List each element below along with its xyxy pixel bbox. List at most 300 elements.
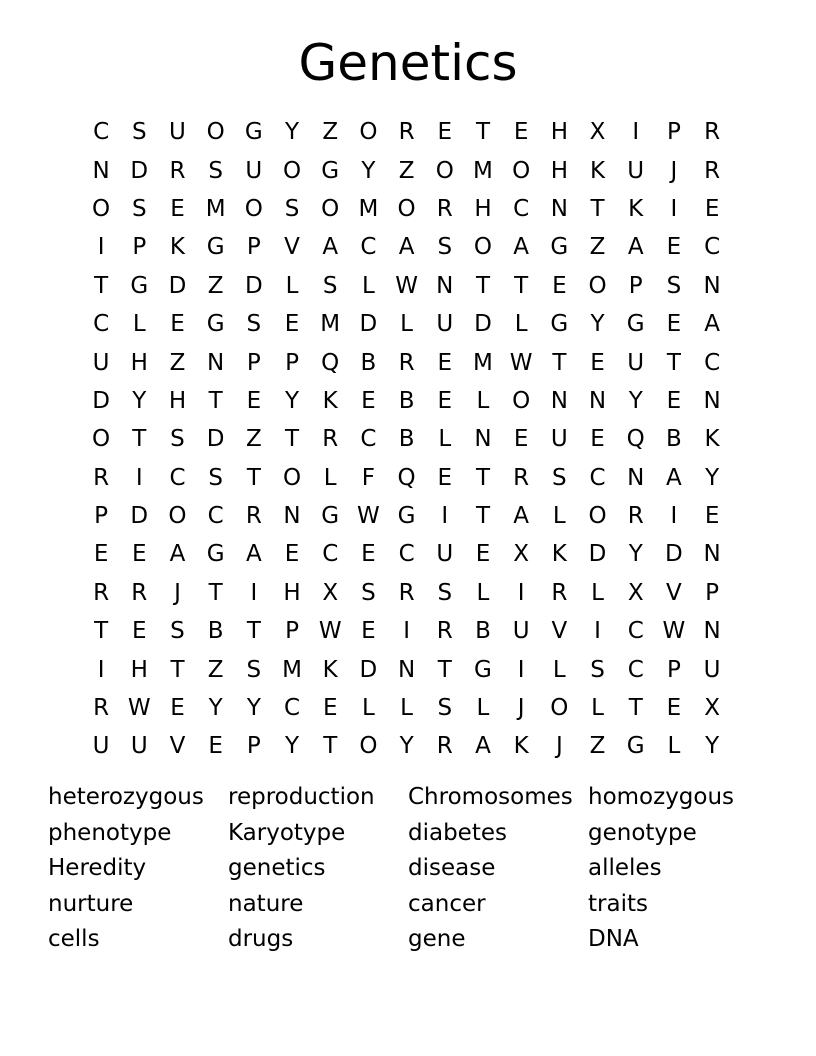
grid-cell[interactable]: Z (207, 272, 224, 299)
grid-cell[interactable]: V (551, 618, 568, 645)
grid-cell[interactable]: T (475, 119, 490, 146)
grid-cell[interactable]: E (513, 119, 529, 146)
grid-cell[interactable]: L (514, 311, 528, 338)
grid-cell[interactable]: Z (245, 426, 262, 453)
grid-cell[interactable]: K (513, 733, 529, 760)
grid-cell[interactable]: S (437, 695, 453, 722)
grid-cell[interactable]: P (246, 733, 261, 760)
grid-cell[interactable]: E (666, 234, 682, 261)
grid-cell[interactable]: O (321, 195, 340, 222)
grid-cell[interactable]: Z (169, 349, 186, 376)
grid-cell[interactable]: E (590, 426, 605, 453)
grid-cell[interactable]: Y (590, 311, 605, 338)
grid-cell[interactable]: X (704, 695, 720, 722)
grid-cell[interactable]: E (666, 311, 682, 338)
grid-cell[interactable]: T (590, 195, 605, 222)
grid-cell[interactable]: T (552, 349, 567, 376)
grid-cell[interactable]: K (628, 195, 644, 222)
grid-cell[interactable]: S (246, 656, 262, 683)
grid-cell[interactable]: Y (246, 695, 261, 722)
grid-cell[interactable]: E (437, 464, 453, 491)
grid-cell[interactable]: P (285, 349, 299, 376)
grid-cell[interactable]: O (473, 234, 493, 261)
grid-cell[interactable]: R (704, 119, 721, 146)
grid-cell[interactable]: R (93, 695, 110, 722)
grid-cell[interactable]: C (360, 234, 377, 261)
grid-cell[interactable]: L (591, 579, 604, 606)
grid-cell[interactable]: B (360, 349, 377, 376)
grid-cell[interactable]: S (208, 157, 223, 184)
grid-cell[interactable]: T (170, 656, 185, 683)
grid-cell[interactable]: A (513, 234, 530, 261)
grid-cell[interactable]: C (704, 234, 721, 261)
grid-cell[interactable]: R (551, 579, 568, 606)
grid-cell[interactable]: O (588, 272, 607, 299)
grid-cell[interactable]: O (397, 195, 416, 222)
grid-cell[interactable]: Z (398, 157, 415, 184)
grid-cell[interactable]: R (627, 503, 644, 530)
grid-cell[interactable]: O (206, 119, 225, 146)
grid-cell[interactable]: D (665, 541, 683, 568)
grid-cell[interactable]: T (132, 426, 147, 453)
grid-cell[interactable]: R (131, 579, 148, 606)
grid-cell[interactable]: Z (589, 234, 606, 261)
grid-cell[interactable]: I (97, 656, 105, 683)
grid-cell[interactable]: R (93, 579, 110, 606)
grid-cell[interactable]: K (589, 157, 606, 184)
grid-cell[interactable]: X (513, 541, 530, 568)
grid-cell[interactable]: S (246, 311, 262, 338)
grid-cell[interactable]: T (94, 272, 109, 299)
grid-cell[interactable]: W (395, 272, 418, 299)
grid-cell[interactable]: T (246, 618, 261, 645)
grid-cell[interactable]: A (475, 733, 491, 760)
grid-cell[interactable]: N (550, 387, 568, 414)
grid-cell[interactable]: Q (626, 426, 645, 453)
grid-cell[interactable]: T (323, 733, 338, 760)
grid-cell[interactable]: N (207, 349, 225, 376)
grid-cell[interactable]: W (127, 695, 151, 722)
grid-cell[interactable]: O (168, 503, 187, 530)
grid-row (82, 535, 731, 573)
grid-cell[interactable]: A (666, 464, 682, 491)
grid-cell[interactable]: C (169, 464, 186, 491)
grid-cell[interactable]: E (132, 541, 147, 568)
grid-cell[interactable]: L (591, 695, 604, 722)
grid-cell[interactable]: Y (705, 733, 720, 760)
grid-cell[interactable]: I (517, 579, 525, 606)
grid-cell[interactable]: G (474, 656, 492, 683)
grid-cell[interactable]: A (513, 503, 530, 530)
grid-cell[interactable]: C (398, 541, 415, 568)
grid-cell[interactable]: N (436, 272, 454, 299)
grid-cell[interactable]: J (174, 579, 181, 606)
grid-cell[interactable]: L (552, 503, 566, 530)
grid-cell[interactable]: O (359, 733, 378, 760)
grid-cell[interactable]: A (169, 541, 186, 568)
grid-cell[interactable]: O (588, 503, 607, 530)
grid-cell[interactable]: S (437, 579, 453, 606)
grid-cell[interactable]: C (627, 618, 644, 645)
grid-cell[interactable]: E (246, 387, 262, 414)
grid-cell[interactable]: U (512, 618, 530, 645)
grid-cell[interactable]: G (206, 311, 225, 338)
grid-cell[interactable]: I (441, 503, 449, 530)
grid-cell[interactable]: U (703, 656, 721, 683)
grid-cell[interactable]: I (403, 618, 410, 645)
grid-cell[interactable]: C (360, 426, 377, 453)
grid-cell[interactable]: N (474, 426, 492, 453)
grid-cell[interactable]: G (130, 272, 149, 299)
grid-cell[interactable]: D (168, 272, 187, 299)
grid-cell[interactable]: E (704, 503, 720, 530)
grid-cell[interactable]: E (361, 541, 376, 568)
grid-cell[interactable]: S (552, 464, 567, 491)
grid-cell[interactable]: L (361, 272, 375, 299)
grid-cell[interactable]: E (590, 349, 605, 376)
grid-cell[interactable]: D (92, 387, 110, 414)
grid-cell[interactable]: G (321, 157, 340, 184)
grid-cell[interactable]: B (666, 426, 682, 453)
grid-cell[interactable]: T (437, 656, 452, 683)
grid-cell[interactable]: S (361, 579, 376, 606)
grid-cell[interactable]: V (169, 733, 186, 760)
grid-cell[interactable]: L (667, 733, 681, 760)
grid-cell[interactable]: T (475, 272, 490, 299)
grid-cell[interactable]: N (703, 618, 721, 645)
grid-cell[interactable]: H (474, 195, 492, 222)
grid-cell[interactable]: X (627, 579, 644, 606)
grid-cell[interactable]: P (666, 119, 681, 146)
grid-row (82, 113, 731, 151)
grid-cell[interactable]: N (92, 157, 110, 184)
grid-cell[interactable]: P (94, 503, 109, 530)
word-list-item: genotype (588, 819, 697, 846)
grid-cell[interactable]: C (93, 311, 110, 338)
grid-cell[interactable]: N (703, 541, 721, 568)
grid-cell[interactable]: W (662, 618, 686, 645)
grid-cell[interactable]: U (436, 541, 454, 568)
grid-cell[interactable]: G (206, 234, 225, 261)
grid-cell[interactable]: U (550, 426, 568, 453)
grid-cell[interactable]: C (627, 656, 644, 683)
grid-cell[interactable]: I (250, 579, 258, 606)
grid-cell[interactable]: H (283, 579, 301, 606)
grid-cell[interactable]: H (168, 387, 187, 414)
grid-cell[interactable]: I (594, 618, 601, 645)
grid-cell[interactable]: Y (285, 119, 300, 146)
grid-cell[interactable]: D (130, 157, 149, 184)
grid-cell[interactable]: U (436, 311, 454, 338)
grid-cell[interactable]: O (92, 426, 111, 453)
grid-cell[interactable]: T (208, 579, 223, 606)
grid-cell[interactable]: C (207, 503, 224, 530)
grid-cell[interactable]: U (627, 349, 645, 376)
grid-cell[interactable]: B (207, 618, 224, 645)
grid-cell[interactable]: T (246, 464, 261, 491)
grid-cell[interactable]: D (130, 503, 149, 530)
grid-cell[interactable]: M (205, 195, 226, 222)
grid-cell[interactable]: L (323, 464, 337, 491)
grid-cell[interactable]: A (627, 234, 644, 261)
grid-cell[interactable]: L (476, 695, 490, 722)
grid-cell[interactable]: E (437, 349, 453, 376)
word-list-item: reproduction (228, 784, 375, 810)
grid-cell[interactable]: S (208, 464, 223, 491)
grid-cell[interactable]: D (359, 311, 378, 338)
grid-cell[interactable]: U (92, 733, 110, 760)
grid-cell[interactable]: E (361, 618, 376, 645)
grid-cell[interactable]: L (476, 579, 490, 606)
grid-cell[interactable]: N (627, 464, 645, 491)
grid-cell[interactable]: A (322, 234, 339, 261)
grid-cell[interactable]: C (284, 695, 301, 722)
grid-cell[interactable]: Y (285, 387, 300, 414)
grid-cell[interactable]: N (550, 195, 568, 222)
grid-cell[interactable]: D (359, 656, 378, 683)
grid-cell[interactable]: N (703, 387, 721, 414)
grid-cell[interactable]: R (436, 195, 453, 222)
grid-cell[interactable]: E (666, 695, 682, 722)
grid-cell[interactable]: E (284, 541, 300, 568)
grid-cell[interactable]: G (321, 503, 340, 530)
grid-row (82, 267, 731, 305)
grid-cell[interactable]: G (550, 311, 569, 338)
word-list-item: DNA (588, 926, 639, 952)
grid-cell[interactable]: E (208, 733, 223, 760)
grid-cell[interactable]: V (284, 234, 300, 261)
grid-cell[interactable]: O (244, 195, 263, 222)
grid-cell[interactable]: D (244, 272, 263, 299)
grid-cell[interactable]: Y (628, 387, 643, 414)
grid-cell[interactable]: C (704, 349, 721, 376)
grid-cell[interactable]: C (513, 195, 530, 222)
grid-cell[interactable]: Y (285, 733, 300, 760)
grid-cell[interactable]: Y (132, 387, 147, 414)
grid-cell[interactable]: E (170, 311, 185, 338)
grid-cell[interactable]: D (588, 541, 607, 568)
grid-cell[interactable]: E (361, 387, 376, 414)
grid-cell[interactable]: C (322, 541, 339, 568)
grid-cell[interactable]: K (704, 426, 720, 453)
grid-cell[interactable]: N (283, 503, 301, 530)
grid-cell[interactable]: I (670, 195, 678, 222)
grid-cell[interactable]: Y (705, 464, 720, 491)
grid-cell[interactable]: E (513, 426, 529, 453)
grid-cell[interactable]: Q (321, 349, 340, 376)
grid-cell[interactable]: E (132, 618, 147, 645)
grid-cell[interactable]: D (206, 426, 225, 453)
grid-cell[interactable]: O (359, 119, 378, 146)
grid-row (82, 151, 731, 189)
grid-cell[interactable]: L (361, 695, 375, 722)
grid-cell[interactable]: W (509, 349, 533, 376)
grid-cell[interactable]: E (437, 387, 453, 414)
grid-cell[interactable]: T (208, 387, 223, 414)
grid-cell[interactable]: R (169, 157, 186, 184)
grid-cell[interactable]: T (285, 426, 300, 453)
grid-cell[interactable]: I (517, 656, 525, 683)
grid-cell[interactable]: S (666, 272, 682, 299)
grid-cell[interactable]: V (666, 579, 682, 606)
grid-cell[interactable]: R (398, 349, 415, 376)
grid-cell[interactable]: J (555, 733, 563, 760)
grid-cell[interactable]: C (589, 464, 606, 491)
grid-cell[interactable]: T (475, 503, 490, 530)
grid-cell[interactable]: R (245, 503, 262, 530)
grid-cell[interactable]: H (130, 656, 148, 683)
grid-cell[interactable]: K (551, 541, 567, 568)
grid-cell[interactable]: O (282, 464, 302, 491)
grid-cell[interactable]: O (435, 157, 454, 184)
grid-cell[interactable]: N (703, 272, 721, 299)
grid-cell[interactable]: Y (399, 733, 414, 760)
grid-cell[interactable]: D (474, 311, 492, 338)
word-list-item: Chromosomes (408, 784, 573, 810)
grid-cell[interactable]: U (130, 733, 148, 760)
grid-cell[interactable]: N (397, 656, 416, 683)
grid-cell[interactable]: E (475, 541, 491, 568)
grid-cell[interactable]: E (552, 272, 567, 299)
grid-cell[interactable]: G (206, 541, 225, 568)
grid-cell[interactable]: B (475, 618, 491, 645)
grid-cell[interactable]: K (322, 656, 338, 683)
grid-cell[interactable]: P (705, 579, 720, 606)
page-title: Genetics (298, 34, 518, 92)
grid-cell[interactable]: S (131, 119, 147, 146)
grid-cell[interactable]: A (245, 541, 262, 568)
grid-cell[interactable]: M (358, 195, 379, 222)
grid-cell[interactable]: Y (208, 695, 223, 722)
grid-cell[interactable]: R (93, 464, 110, 491)
grid-cell[interactable]: S (284, 195, 300, 222)
grid-cell[interactable]: P (246, 234, 261, 261)
grid-cell[interactable]: E (704, 195, 720, 222)
grid-cell[interactable]: P (246, 349, 261, 376)
grid-cell[interactable]: R (398, 119, 415, 146)
grid-cell[interactable]: I (135, 464, 143, 491)
grid-cell[interactable]: L (285, 272, 299, 299)
grid-cell[interactable]: G (626, 733, 645, 760)
grid-cell[interactable]: R (436, 618, 453, 645)
grid-cell[interactable]: E (437, 119, 453, 146)
grid-cell[interactable]: I (632, 119, 640, 146)
grid-cell[interactable]: Z (322, 119, 339, 146)
grid-cell[interactable]: M (320, 311, 341, 338)
grid-cell[interactable]: W (318, 618, 342, 645)
grid-cell[interactable]: B (398, 426, 415, 453)
grid-cell[interactable]: G (244, 119, 263, 146)
grid-cell[interactable]: S (170, 618, 185, 645)
grid-cell[interactable]: L (132, 311, 146, 338)
grid-cell[interactable]: A (704, 311, 720, 338)
grid-cell[interactable]: E (322, 695, 338, 722)
grid-row (82, 497, 731, 535)
grid-cell[interactable]: Y (361, 157, 376, 184)
grid-cell[interactable]: M (282, 656, 302, 683)
grid-cell[interactable]: T (628, 695, 643, 722)
grid-cell[interactable]: J (517, 695, 525, 722)
grid-cell[interactable]: E (284, 311, 300, 338)
grid-cell[interactable]: L (400, 695, 413, 722)
grid-cell[interactable]: T (514, 272, 529, 299)
grid-cell[interactable]: P (285, 618, 299, 645)
grid-cell[interactable]: R (322, 426, 339, 453)
grid-cell[interactable]: J (670, 157, 678, 184)
grid-cell[interactable]: S (170, 426, 185, 453)
grid-cell[interactable]: P (132, 234, 147, 261)
grid-cell[interactable]: H (550, 157, 568, 184)
grid-cell[interactable]: M (473, 349, 493, 376)
grid-cell[interactable]: E (666, 387, 682, 414)
grid-cell[interactable]: O (92, 195, 111, 222)
grid-cell[interactable]: Z (589, 733, 606, 760)
grid-cell[interactable]: E (93, 541, 109, 568)
grid-cell[interactable]: O (550, 695, 569, 722)
grid-cell[interactable]: Y (628, 541, 643, 568)
grid-cell[interactable]: C (93, 119, 110, 146)
grid-cell[interactable]: L (438, 426, 452, 453)
grid-cell[interactable]: U (169, 119, 186, 146)
grid-cell[interactable]: S (590, 656, 605, 683)
grid-cell[interactable]: N (588, 387, 607, 414)
grid-cell[interactable]: K (169, 234, 186, 261)
grid-cell[interactable]: X (589, 119, 606, 146)
grid-cell[interactable]: O (282, 157, 302, 184)
grid-cell[interactable]: S (437, 234, 453, 261)
grid-cell[interactable]: S (131, 195, 147, 222)
grid-cell[interactable]: R (436, 733, 453, 760)
grid-cell[interactable]: H (130, 349, 148, 376)
grid-cell[interactable]: U (245, 157, 263, 184)
grid-cell[interactable]: L (552, 656, 566, 683)
grid-cell[interactable]: T (666, 349, 681, 376)
grid-cell[interactable]: P (666, 656, 681, 683)
grid-cell[interactable]: W (357, 503, 380, 530)
grid-cell[interactable]: Q (397, 464, 416, 491)
grid-cell[interactable]: R (704, 157, 721, 184)
grid-cell[interactable]: T (475, 464, 490, 491)
grid-cell[interactable]: A (398, 234, 415, 261)
grid-cell[interactable]: G (397, 503, 416, 530)
grid-cell[interactable]: F (361, 464, 376, 491)
grid-cell[interactable]: R (398, 579, 415, 606)
grid-cell[interactable]: T (94, 618, 109, 645)
grid-cell[interactable]: E (170, 195, 185, 222)
grid-cell[interactable]: I (670, 503, 678, 530)
grid-cell[interactable]: L (400, 311, 413, 338)
grid-cell[interactable]: M (473, 157, 493, 184)
grid-cell[interactable]: E (170, 695, 185, 722)
word-list-item: nature (228, 890, 304, 917)
grid-cell[interactable]: K (322, 387, 338, 414)
grid-cell[interactable]: O (512, 387, 531, 414)
grid-cell[interactable]: L (476, 387, 490, 414)
grid-cell[interactable]: X (322, 579, 339, 606)
grid-cell[interactable]: S (322, 272, 338, 299)
grid-cell[interactable]: R (513, 464, 530, 491)
grid-cell[interactable]: G (550, 234, 569, 261)
grid-cell[interactable]: U (627, 157, 645, 184)
grid-cell[interactable]: P (628, 272, 643, 299)
grid-cell[interactable]: O (512, 157, 531, 184)
grid-cell[interactable]: H (550, 119, 568, 146)
grid-cell[interactable]: G (626, 311, 645, 338)
grid-cell[interactable]: B (398, 387, 415, 414)
grid-cell[interactable]: Z (207, 656, 224, 683)
grid-cell[interactable]: I (97, 234, 105, 261)
grid-cell[interactable]: U (92, 349, 110, 376)
